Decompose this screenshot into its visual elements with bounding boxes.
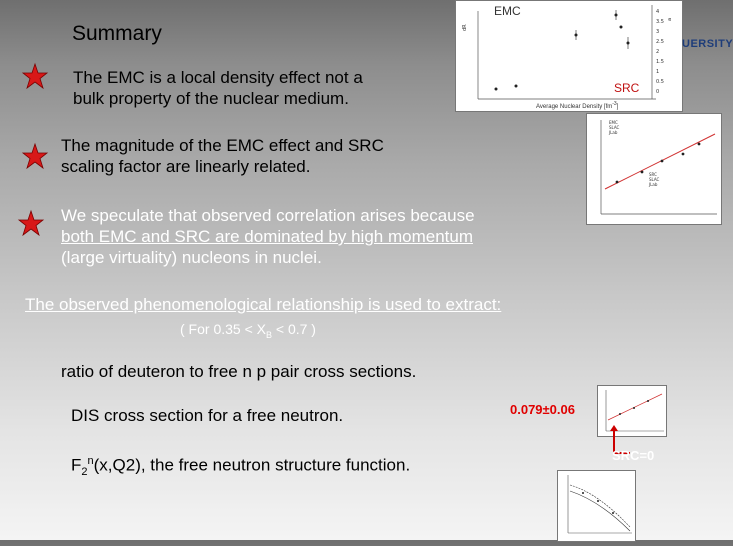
svg-text:dR: dR xyxy=(462,24,468,31)
university-logo: UERSITY xyxy=(682,38,733,50)
data-point xyxy=(633,407,635,409)
svg-text:JLab: JLab xyxy=(609,130,618,135)
emc-plot-label: EMC xyxy=(494,4,521,18)
data-point xyxy=(612,512,614,514)
extraction-statement: The observed phenomenological relationship is used to extract: xyxy=(25,295,502,314)
data-point xyxy=(616,181,619,184)
svg-text:0.5: 0.5 xyxy=(656,79,664,85)
src-plot-label: SRC xyxy=(614,81,640,95)
structure-function-plot-svg xyxy=(558,471,635,541)
correlation-plot-svg xyxy=(587,114,721,224)
f2-item: $F_2^n(x,Q2)$, the free neutron structure function. xyxy=(71,455,411,479)
svg-text:1.5: 1.5 xyxy=(656,59,664,65)
structure-function-plot xyxy=(557,470,636,542)
slope-value: 0.079±0.06 xyxy=(510,402,575,417)
ratio-item: ratio of deuteron to free n p pair cross sections. xyxy=(61,362,417,381)
data-point xyxy=(597,500,599,502)
slide-title: Summary xyxy=(72,22,162,45)
bullet-linear-relation: The magnitude of the EMC effect and SRC scaling factor are linearly related. xyxy=(61,136,384,176)
svg-text:3.5: 3.5 xyxy=(656,19,664,25)
svg-text:SLAC: SLAC xyxy=(649,177,660,182)
svg-text:a: a xyxy=(667,17,673,21)
data-point xyxy=(515,85,518,88)
density-axis-label: Average Nuclear Density $[fm^{-3}]$ xyxy=(536,101,619,110)
correlation-plot xyxy=(586,113,722,225)
bullet-star xyxy=(18,210,44,241)
svg-text:0: 0 xyxy=(656,89,660,95)
data-point xyxy=(641,171,644,174)
data-point xyxy=(647,400,649,402)
svg-text:2.5: 2.5 xyxy=(656,39,664,45)
data-point xyxy=(698,143,701,146)
svg-text:JLab: JLab xyxy=(649,182,658,187)
density-plot-svg xyxy=(456,1,682,111)
svg-text:4: 4 xyxy=(656,9,660,15)
svg-text:1: 1 xyxy=(656,69,660,75)
data-point xyxy=(620,26,623,29)
svg-text:SLAC: SLAC xyxy=(609,125,620,130)
bullet-speculation: We speculate that observed correlation arises because both EMC and SRC are dominated by high momentum (large virtuality) nucleons in nuclei. xyxy=(61,206,475,267)
svg-text:3: 3 xyxy=(656,29,660,35)
svg-text:EMC: EMC xyxy=(609,120,618,125)
data-point xyxy=(495,88,498,91)
data-point xyxy=(619,413,621,415)
bullet-emc-local: The EMC is a local density effect not a bulk property of the nuclear medium. xyxy=(73,68,363,108)
data-point xyxy=(582,492,584,494)
bullet-star xyxy=(22,63,48,94)
data-point xyxy=(661,160,664,163)
src-zero-label: SRC=0 xyxy=(612,448,655,463)
dis-item: DIS cross section for a free neutron. xyxy=(71,406,344,425)
xb-range: ( For $0.35 < X_B < 0.7$ ) xyxy=(180,321,316,340)
bullet-star xyxy=(22,143,48,174)
svg-text:SRC: SRC xyxy=(649,172,657,177)
data-point xyxy=(682,153,685,156)
svg-text:2: 2 xyxy=(656,49,660,55)
density-plot xyxy=(455,0,683,112)
